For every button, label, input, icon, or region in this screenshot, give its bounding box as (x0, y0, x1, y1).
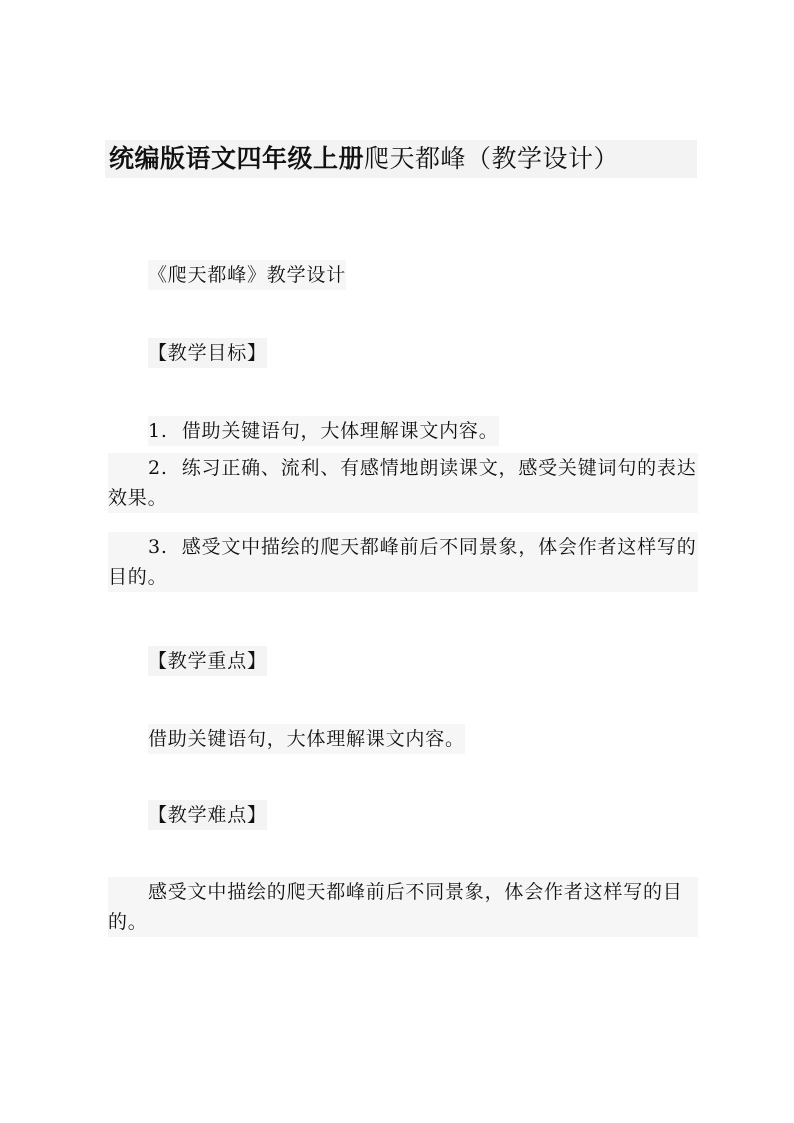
objective-item-1 (148, 416, 499, 446)
objective-number: 1. (148, 420, 168, 442)
lesson-subtitle: 《爬天都峰》教学设计 (148, 260, 346, 290)
objective-number: 3. (148, 536, 168, 558)
objective-item-2 (108, 453, 698, 513)
document-title (105, 140, 697, 178)
key-points-text: 借助关键语句，大体理解课文内容。 (148, 724, 465, 754)
difficulties-heading: 【教学难点】 (148, 800, 267, 830)
objectives-heading: 【教学目标】 (148, 338, 267, 368)
title-bold-part: 统编版语文四年级上册 (109, 144, 365, 173)
difficulties-text: 感受文中描绘的爬天都峰前后不同景象，体会作者这样写的目的。 (108, 877, 698, 937)
key-points-heading: 【教学重点】 (148, 646, 267, 676)
objective-text: 借助关键语句，大体理解课文内容。 (181, 420, 499, 442)
objective-item-3 (108, 532, 698, 592)
title-normal-part: 爬天都峰（教学设计） (364, 144, 620, 173)
objective-text: 练习正确、流利、有感情地朗读课文，感受关键词句的表达效果。 (108, 457, 697, 509)
objective-number: 2. (148, 457, 168, 479)
objective-text: 感受文中描绘的爬天都峰前后不同景象，体会作者这样写的目的。 (108, 536, 697, 588)
